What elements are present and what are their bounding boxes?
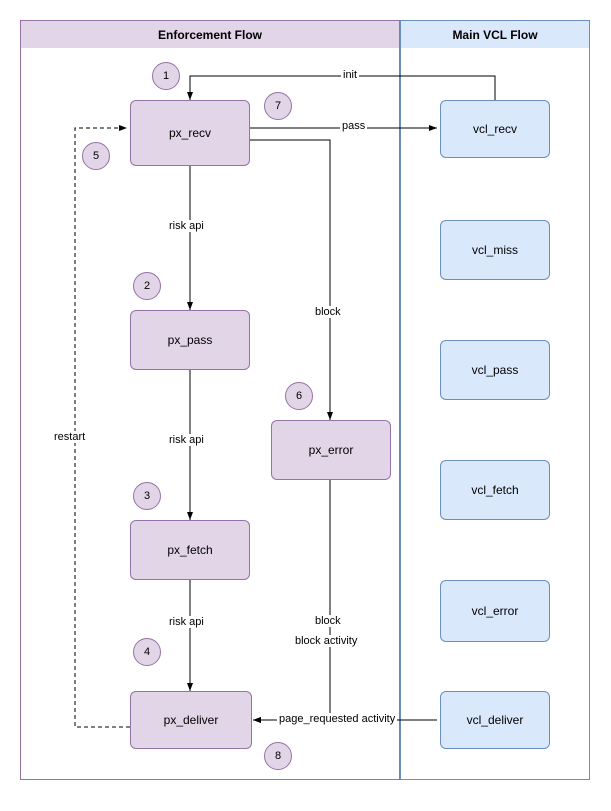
node-px-deliver[interactable] [130, 691, 252, 749]
badge-6-label: 6 [295, 390, 303, 402]
node-vcl-fetch[interactable] [440, 460, 550, 520]
badge-7-label: 7 [274, 100, 282, 112]
badge-3-label: 3 [143, 490, 151, 502]
badge-1 [152, 62, 180, 90]
badge-5-label: 5 [92, 150, 100, 162]
lane-header-enforcement-flow: Enforcement Flow [20, 20, 400, 48]
edge-label-page-requested-activity: page_requested activity [279, 713, 396, 725]
edge-label-block-2: block [315, 615, 341, 627]
node-px-recv-label: px_recv [168, 126, 212, 140]
badge-1-label: 1 [162, 70, 170, 82]
edge-label-risk-api-2: risk api [169, 434, 204, 446]
node-px-error[interactable] [271, 420, 391, 480]
node-vcl-pass[interactable] [440, 340, 550, 400]
node-vcl-deliver-label: vcl_deliver [466, 713, 524, 727]
badge-3 [133, 482, 161, 510]
badge-7 [264, 92, 292, 120]
node-vcl-deliver[interactable] [440, 691, 550, 749]
node-vcl-fetch-label: vcl_fetch [471, 483, 519, 497]
node-px-deliver-label: px_deliver [163, 713, 219, 727]
node-vcl-recv[interactable] [440, 100, 550, 158]
node-px-fetch-label: px_fetch [167, 543, 213, 557]
node-px-pass[interactable] [130, 310, 250, 370]
node-px-recv[interactable] [130, 100, 250, 166]
badge-8-label: 8 [274, 750, 282, 762]
node-px-error-label: px_error [308, 443, 354, 457]
edge-label-pass: pass [342, 120, 366, 132]
edge-label-restart: restart [54, 431, 86, 443]
lane-header-main-vcl-flow: Main VCL Flow [400, 20, 590, 48]
node-vcl-miss[interactable] [440, 220, 550, 280]
node-vcl-recv-label: vcl_recv [472, 122, 517, 136]
edge-label-risk-api-3: risk api [169, 616, 204, 628]
edge-label-risk-api-1: risk api [169, 220, 204, 232]
node-px-pass-label: px_pass [167, 333, 213, 347]
badge-4-label: 4 [143, 646, 151, 658]
edge-label-block-activity: block activity [295, 635, 358, 647]
edge-label-init: init [343, 69, 358, 81]
badge-5 [82, 142, 110, 170]
badge-2 [133, 272, 161, 300]
edge-label-block-1: block [315, 306, 341, 318]
node-px-fetch[interactable] [130, 520, 250, 580]
badge-4 [133, 638, 161, 666]
badge-8 [264, 742, 292, 770]
node-vcl-miss-label: vcl_miss [471, 243, 518, 257]
node-vcl-pass-label: vcl_pass [471, 363, 519, 377]
node-vcl-error[interactable] [440, 580, 550, 642]
badge-6 [285, 382, 313, 410]
node-vcl-error-label: vcl_error [471, 604, 519, 618]
badge-2-label: 2 [143, 280, 151, 292]
